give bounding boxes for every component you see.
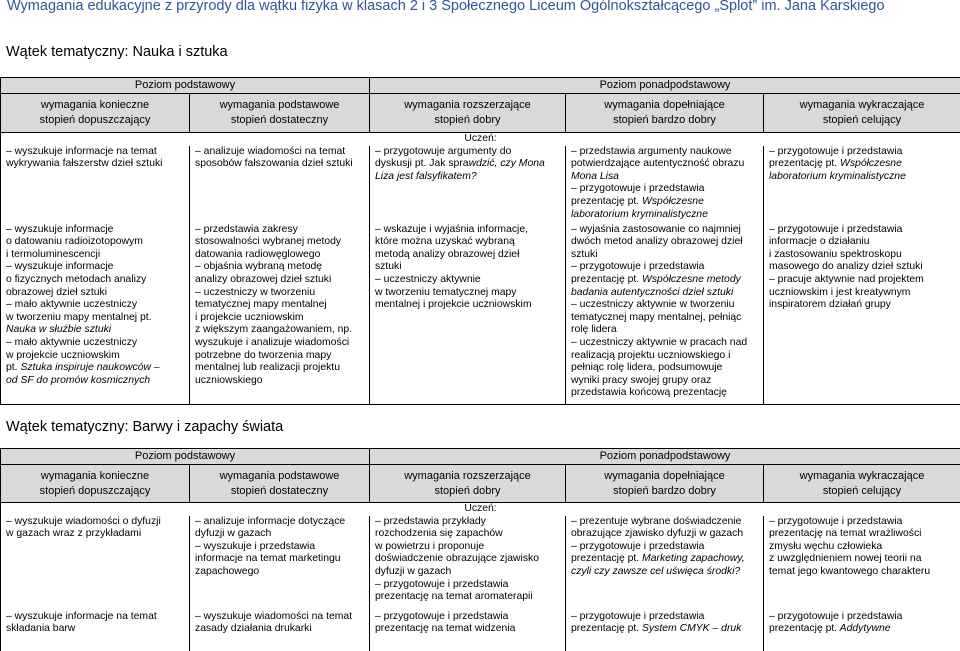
requirement-cell: [764, 146, 960, 224]
requirement-line: prezentację pt. Addytywne: [769, 623, 955, 636]
requirement-cell: [1, 611, 190, 651]
requirement-line: – wskazuje i wyjaśnia informacje,: [375, 224, 560, 237]
requirement-line: – uczestniczy aktywnie w tworzeniu: [571, 299, 758, 312]
requirement-line: zasady działania drukarki: [195, 623, 364, 636]
requirement-line: – przedstawia argumenty naukowe: [571, 146, 758, 159]
requirement-cell: [370, 224, 566, 405]
requirement-line: stosowalności wybranej metody: [195, 236, 364, 249]
requirement-line: – analizuje wiadomości na temat: [195, 146, 364, 159]
requirement-line: – analizuje informacje dotyczące: [195, 516, 364, 529]
requirement-line: uczniowskiego: [195, 375, 364, 388]
requirement-line: dwóch metod analizy obrazowej dzieł: [571, 236, 758, 249]
requirement-line: prezentację pt. Współczesne: [769, 158, 955, 171]
requirement-line: – przygotowuje i przedstawia: [571, 183, 758, 196]
requirement-cell: [566, 146, 764, 224]
section-title: Wątek tematyczny: Barwy i zapachy świata: [6, 419, 283, 435]
requirement-line: – mało aktywnie uczestniczy: [6, 299, 184, 312]
requirement-line: dyfuzji w gazach: [375, 566, 560, 579]
requirement-line: sposobów fałszowania dzieł sztuki: [195, 158, 364, 171]
column-header: wymagania dopełniające stopień bardzo dobry: [566, 94, 764, 133]
requirement-line: – przygotowuje i przedstawia: [571, 541, 758, 554]
requirement-line: – wyjaśnia zastosowanie co najmniej: [571, 224, 758, 237]
requirement-line: czyli czy zawsze cel uświęca środki?: [571, 566, 758, 579]
requirement-line: obrazowej dzieł sztuki: [6, 287, 184, 300]
requirement-cell: [1, 224, 190, 405]
column-header: wymagania konieczne stopień dopuszczający: [1, 465, 190, 503]
requirement-line: laboratorium kryminalistyczne: [571, 209, 758, 222]
requirement-line: datowania radiowęglowego: [195, 249, 364, 262]
requirement-line: rozchodzenia się zapachów: [375, 528, 560, 541]
requirement-line: w tworzeniu tematycznej mapy: [375, 287, 560, 300]
requirement-line: zapachowego: [195, 566, 364, 579]
requirement-cell: [190, 146, 370, 224]
requirement-line: prezentację pt. Współczesne: [571, 196, 758, 209]
requirement-line: – wyszukuje informacje: [6, 224, 184, 237]
requirement-cell: [1, 146, 190, 224]
requirement-line: – przygotowuje i przedstawia: [571, 611, 758, 624]
requirement-line: Liza jest falsyfikatem?: [375, 171, 560, 184]
requirement-cell: [190, 611, 370, 651]
requirement-line: analizy obrazowej dzieł sztuki: [195, 274, 364, 287]
requirement-line: uczniowskim i jest kreatywnym: [769, 287, 955, 300]
requirement-line: z uwzględnieniem nowej teorii na: [769, 553, 955, 566]
requirement-line: Nauka w służbie sztuki: [6, 324, 184, 337]
requirement-line: – uczestniczy aktywnie w pracach nad: [571, 337, 758, 350]
requirement-line: sztuki: [571, 249, 758, 262]
requirement-line: rolę lidera: [571, 324, 758, 337]
requirement-cell: [370, 611, 566, 651]
requirement-line: – uczestniczy w tworzeniu: [195, 287, 364, 300]
requirement-line: w powietrzu i proponuje: [375, 541, 560, 554]
requirement-line: – przygotowuje i przedstawia: [769, 224, 955, 237]
requirement-line: prezentację pt. Współczesne metody: [571, 274, 758, 287]
requirement-line: mentalnej lub realizacji projektu: [195, 362, 364, 375]
requirement-line: – przygotowuje i przedstawia: [769, 516, 955, 529]
level-basic-header: Poziom podstawowy: [1, 78, 370, 94]
requirement-line: prezentację pt. Marketing zapachowy,: [571, 553, 758, 566]
requirement-line: – wyszukuje wiadomości o dyfuzji: [6, 516, 184, 529]
column-header: wymagania podstawowe stopień dostateczny: [190, 94, 370, 133]
requirement-line: o fizycznych metodach analizy: [6, 274, 184, 287]
requirement-line: – uczestniczy aktywnie: [375, 274, 560, 287]
requirement-line: – wyszukuje i przedstawia: [195, 541, 364, 554]
requirement-line: które można uzyskać wybraną: [375, 236, 560, 249]
column-header: wymagania podstawowe stopień dostateczny: [190, 465, 370, 503]
requirement-line: metodą analizy obrazowej dzieł: [375, 249, 560, 262]
requirement-line: prezentację na temat wrażliwości: [769, 528, 955, 541]
requirement-line: przedstawia końcową prezentację: [571, 387, 758, 400]
requirement-line: – przedstawia przykłady: [375, 516, 560, 529]
requirement-line: – przygotowuje i przedstawia: [375, 579, 560, 592]
requirement-line: w projekcie uczniowskim: [6, 350, 184, 363]
requirement-line: Mona Lisa: [571, 171, 758, 184]
requirement-cell: [1, 516, 190, 611]
requirement-cell: [566, 611, 764, 651]
requirements-table: [0, 448, 960, 651]
requirement-cell: [566, 516, 764, 611]
requirement-line: prezentację pt. System CMYK – druk: [571, 623, 758, 636]
column-header: wymagania dopełniające stopień bardzo dobry: [566, 465, 764, 503]
requirement-cell: [764, 611, 960, 651]
requirement-cell: [764, 516, 960, 611]
requirement-line: i projekcie uczniowskim: [195, 312, 364, 325]
requirement-line: inspiratorem działań grupy: [769, 299, 955, 312]
requirement-line: potrzebne do tworzenia mapy: [195, 350, 364, 363]
requirement-line: prezentację na temat widzenia: [375, 623, 560, 636]
requirement-line: składania barw: [6, 623, 184, 636]
requirement-line: informacje o działaniu: [769, 236, 955, 249]
requirement-line: informacje na temat marketingu: [195, 553, 364, 566]
requirement-cell: [370, 516, 566, 611]
requirement-line: badania autentyczności dzieł sztuki: [571, 287, 758, 300]
table-row: [1, 611, 960, 651]
requirement-line: tematycznej mapy mentalnej, pełniąc: [571, 312, 758, 325]
requirement-line: potwierdzające autentyczność obrazu: [571, 158, 758, 171]
requirement-line: i zastosowaniu spektroskopu: [769, 249, 955, 262]
requirement-line: – prezentuje wybrane doświadczenie: [571, 516, 758, 529]
requirement-line: temat jego kwantowego charakteru: [769, 566, 955, 579]
requirement-line: doświadczenie obrazujące zjawisko: [375, 553, 560, 566]
requirement-line: z większym zaangażowaniem, np.: [195, 324, 364, 337]
requirement-cell: [190, 516, 370, 611]
requirement-line: dyfuzji w gazach: [195, 528, 364, 541]
requirement-line: wykrywania fałszerstw dzieł sztuki: [6, 158, 184, 171]
requirement-line: masowego do analizy dzieł sztuki: [769, 261, 955, 274]
student-label: Uczeń:: [1, 503, 960, 516]
requirement-line: – przygotowuje i przedstawia: [769, 146, 955, 159]
table-row: [1, 224, 960, 405]
requirement-line: – pracuje aktywnie nad projektem: [769, 274, 955, 287]
column-header: wymagania wykraczające stopień celujący: [764, 94, 960, 133]
requirement-line: – objaśnia wybraną metodę: [195, 261, 364, 274]
requirement-line: – przygotowuje i przedstawia: [769, 611, 955, 624]
requirement-line: – mało aktywnie uczestniczy: [6, 337, 184, 350]
student-label: Uczeń:: [1, 133, 960, 146]
requirement-line: – wyszukuje informacje na temat: [6, 611, 184, 624]
requirement-line: – przygotowuje i przedstawia: [571, 261, 758, 274]
requirement-line: od SF do promów kosmicznych: [6, 375, 184, 388]
requirement-cell: [190, 224, 370, 405]
requirement-cell: [566, 224, 764, 405]
requirement-line: o datowaniu radioizotopowym: [6, 236, 184, 249]
requirement-line: pt. Sztuka inspiruje naukowców –: [6, 362, 184, 375]
column-header: wymagania rozszerzające stopień dobry: [370, 94, 566, 133]
requirement-cell: [764, 224, 960, 405]
requirement-line: laboratorium kryminalistyczne: [769, 171, 955, 184]
column-header: wymagania wykraczające stopień celujący: [764, 465, 960, 503]
level-advanced-header: Poziom ponadpodstawowy: [370, 78, 960, 94]
requirement-line: i termoluminescencji: [6, 249, 184, 262]
requirement-line: – przedstawia zakresy: [195, 224, 364, 237]
level-basic-header: Poziom podstawowy: [1, 449, 370, 465]
requirement-line: dyskusji pt. Jak sprawdzić, czy Mona: [375, 158, 560, 171]
requirements-table: [0, 77, 960, 405]
requirement-cell: [370, 146, 566, 224]
requirement-line: tematycznej mapy mentalnej: [195, 299, 364, 312]
requirement-line: – wyszukuje informacje: [6, 261, 184, 274]
requirement-line: – przygotowuje i przedstawia: [375, 611, 560, 624]
column-header: wymagania rozszerzające stopień dobry: [370, 465, 566, 503]
requirement-line: – wyszukuje informacje na temat: [6, 146, 184, 159]
table-row: [1, 516, 960, 611]
requirement-line: – przygotowuje argumenty do: [375, 146, 560, 159]
requirement-line: prezentację na temat aromaterapii: [375, 591, 560, 604]
requirement-line: realizacją projektu uczniowskiego i: [571, 350, 758, 363]
requirement-line: w gazach wraz z przykładami: [6, 528, 184, 541]
requirement-line: pełniąc rolę lidera, podsumowuje: [571, 362, 758, 375]
column-header: wymagania konieczne stopień dopuszczający: [1, 94, 190, 133]
requirement-line: wyszukuje i analizuje wiadomości: [195, 337, 364, 350]
requirement-line: sztuki: [375, 261, 560, 274]
requirement-line: w tworzeniu mapy mentalnej pt.: [6, 312, 184, 325]
level-advanced-header: Poziom ponadpodstawowy: [370, 449, 960, 465]
requirement-line: – wyszukuje wiadomości na temat: [195, 611, 364, 624]
requirement-line: zmysłu węchu człowieka: [769, 541, 955, 554]
table-row: [1, 146, 960, 224]
requirement-line: obrazujące zjawisko dyfuzji w gazach: [571, 528, 758, 541]
section-title: Wątek tematyczny: Nauka i sztuka: [6, 44, 228, 60]
document-title: Wymagania edukacyjne z przyrody dla wątku fizyka w klasach 2 i 3 Społecznego Liceum Ogólnokształcącego „Splot” im. Jana Karskiego: [7, 0, 885, 14]
requirement-line: wyniki pracy swojej grupy oraz: [571, 375, 758, 388]
requirement-line: mentalnej i projekcie uczniowskim: [375, 299, 560, 312]
